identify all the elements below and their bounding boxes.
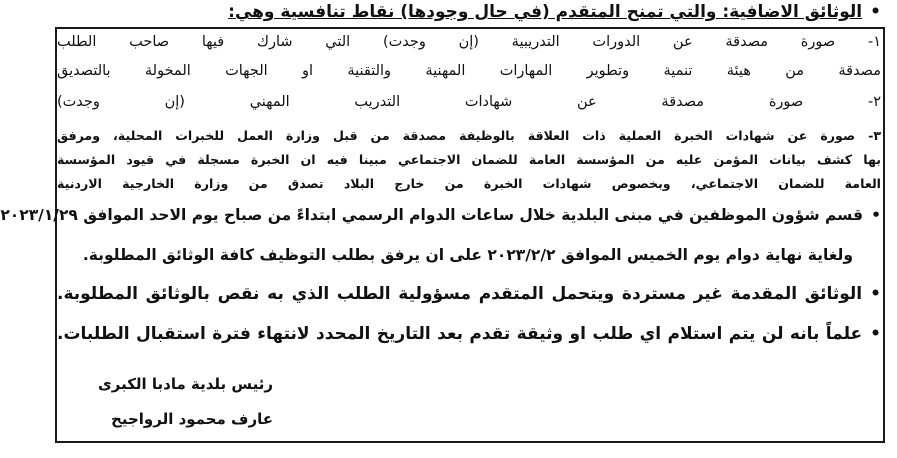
notice-1-line-1-text: قسم شؤون الموظفين في مبنى البلدية خلال ساعات الدوام الرسمي ابتداءً من صباح يوم الاحد الموافق ٢٠٢٣/١/٢٩ xyxy=(0,206,864,224)
notice-1-line-2: ولغاية نهاية دوام يوم الخميس الموافق ٢٠٢٣/٢/٢ على ان يرفق بطلب التوظيف كافة الوثائق المطلوبة. xyxy=(82,246,853,264)
document-item-1-line-2: مصدقة من هيئة تنمية وتطوير المهارات المهنية والتقنية او الجهات المخولة بالتصديق xyxy=(57,63,881,79)
signature-name: عارف محمود الرواجيح xyxy=(111,410,273,428)
signature-title: رئيس بلدية مادبا الكبرى xyxy=(98,375,273,393)
notice-2 xyxy=(57,284,881,304)
document-item-3-line-2: بها كشف بيانات المؤمن عليه من المؤسسة العامة للضمان الاجتماعي مبينا فيه ان الخبرة مسجلة في قيود المؤسسة xyxy=(57,152,881,167)
notice-3-text: علماً بانه لن يتم استلام اي طلب او وثيقة تقدم بعد التاريخ المحدد لانتهاء فترة استقبال الطلبات. xyxy=(57,324,863,344)
document-item-3-line-3: العامة للضمان الاجتماعي، وبخصوص شهادات الخبرة من خارج البلاد تصدق من وزارة الخارجية الاردنية xyxy=(57,176,881,191)
additional-documents-heading xyxy=(228,2,881,22)
notice-3 xyxy=(57,324,881,344)
document-item-3-line-1: ٣- صورة عن شهادات الخبرة العملية ذات العلاقة بالوظيفة مصدقة من قبل وزارة العمل للخبرات المحلية، ومرفق xyxy=(57,128,881,143)
document-item-2: ٢- صورة مصدقة عن شهادات التدريب المهني (إن وجدت) xyxy=(57,94,881,110)
notice-2-bullet: • xyxy=(870,284,881,304)
notice-2-text: الوثائق المقدمة غير مستردة ويتحمل المتقدم مسؤولية الطلب الذي به نقص بالوثائق المطلوبة. xyxy=(57,284,863,304)
heading-bullet: • xyxy=(870,2,881,22)
notice-3-bullet: • xyxy=(870,324,881,344)
notice-1-bullet: • xyxy=(871,206,881,224)
heading-text: الوثائق الاضافية: والتي تمنح المتقدم (في حال وجودها) نقاط تنافسية وهي: xyxy=(228,2,863,22)
document-item-1-line-1: ١- صورة مصدقة عن الدورات التدريبية (إن وجدت) التي شارك فيها صاحب الطلب xyxy=(57,34,881,50)
notice-1-line-1 xyxy=(0,206,881,224)
